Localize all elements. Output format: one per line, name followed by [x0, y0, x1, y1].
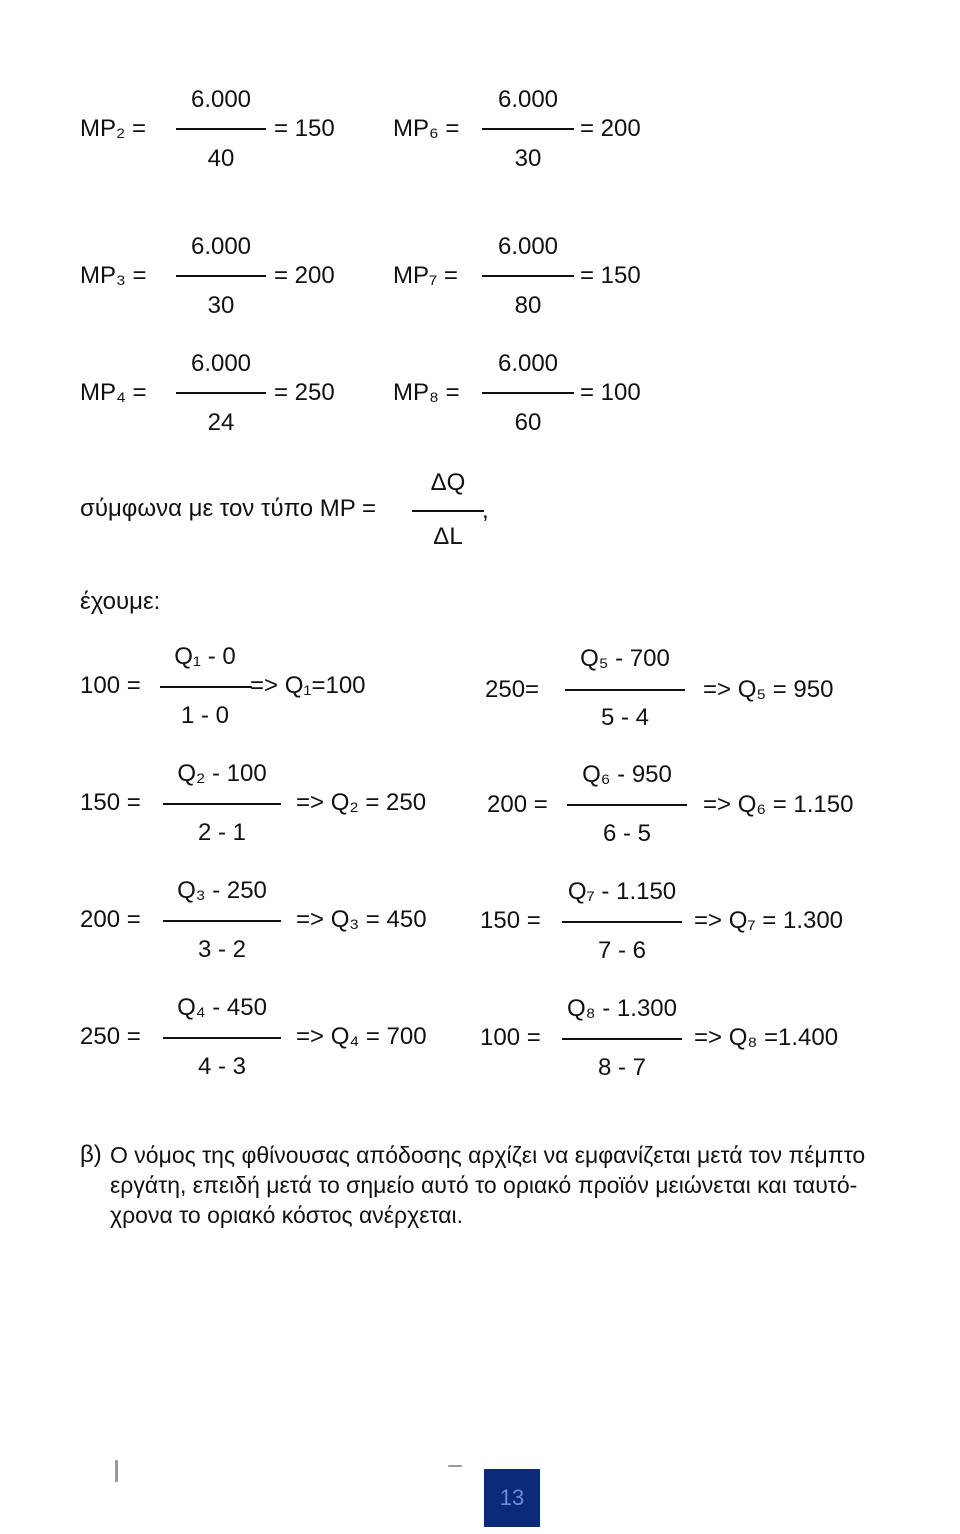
formula-numerator: ΔQ	[430, 469, 466, 496]
mp-numerator: 6.000	[497, 86, 559, 113]
mp-result: = 150	[580, 262, 641, 289]
mp-result: = 100	[580, 379, 641, 406]
equation-result: => Q₃ = 450	[296, 906, 427, 933]
mp-denominator: 30	[207, 292, 235, 319]
mp-denominator: 60	[514, 409, 542, 436]
fraction-bar	[176, 275, 266, 277]
equation-denominator: 2 - 1	[197, 819, 247, 846]
fraction-bar	[160, 686, 252, 688]
page-number: 13	[484, 1469, 540, 1527]
mp-numerator: 6.000	[497, 350, 559, 377]
equation-result: => Q₅ = 950	[703, 676, 834, 703]
scan-speck	[448, 1465, 462, 1467]
equation-result: => Q₄ = 700	[296, 1023, 427, 1050]
equation-numerator: Q₅ - 700	[580, 645, 670, 672]
mp-label: MP₆ =	[393, 115, 460, 142]
paragraph-label: β)	[80, 1141, 102, 1168]
mp-result: = 200	[580, 115, 641, 142]
equation-result: => Q₂ = 250	[296, 789, 427, 816]
paragraph-line: εργάτη, επειδή μετά το σημείο αυτό το οριακό προϊόν μειώνεται και ταυτό-	[110, 1172, 858, 1198]
mp-result: = 250	[274, 379, 335, 406]
equation-lhs: 100 =	[480, 1024, 541, 1051]
equation-numerator: Q₇ - 1.150	[567, 878, 677, 905]
mp-numerator: 6.000	[190, 86, 252, 113]
equation-lhs: 250=	[485, 676, 540, 703]
equation-denominator: 5 - 4	[600, 704, 650, 731]
formula-comma: ,	[482, 497, 489, 524]
paragraph-line: χρονα το οριακό κόστος ανέρχεται.	[110, 1202, 464, 1228]
equation-numerator: Q₈ - 1.300	[566, 995, 677, 1022]
formula-text: σύμφωνα με τον τύπο MP =	[80, 495, 377, 522]
equation-lhs: 200 =	[487, 791, 548, 818]
equation-result: => Q₁=100	[250, 672, 366, 699]
equation-numerator: Q₆ - 950	[582, 761, 672, 788]
equation-denominator: 8 - 7	[597, 1054, 647, 1081]
fraction-bar	[482, 392, 574, 394]
fraction-bar	[567, 804, 687, 806]
mp-numerator: 6.000	[190, 350, 252, 377]
answer-paragraph	[80, 1140, 960, 1240]
paragraph-line: Ο νόμος της φθίνουσας απόδοσης αρχίζει να εμφανίζεται μετά τον πέμπτο	[110, 1142, 866, 1168]
equation-result: => Q₆ = 1.150	[703, 791, 854, 818]
equation-result: => Q₈ =1.400	[694, 1024, 839, 1051]
fraction-bar	[176, 392, 266, 394]
fraction-bar	[163, 803, 281, 805]
fraction-bar	[163, 1037, 281, 1039]
mp-label: MP₈ =	[393, 379, 460, 406]
formula-denominator: ΔL	[433, 523, 463, 550]
mp-denominator: 40	[207, 145, 235, 172]
equation-lhs: 150 =	[80, 789, 141, 816]
mp-label: MP₂ =	[80, 115, 146, 142]
mp-denominator: 24	[207, 409, 235, 436]
fraction-bar	[176, 128, 266, 130]
mp-numerator: 6.000	[497, 233, 559, 260]
we-have-label: έχουμε:	[80, 588, 161, 615]
equation-denominator: 7 - 6	[597, 937, 647, 964]
mp-label: MP₄ =	[80, 379, 147, 406]
mp-label: MP₃ =	[80, 262, 147, 289]
equation-lhs: 100 =	[80, 672, 141, 699]
equation-numerator: Q₁ - 0	[174, 643, 236, 670]
equation-lhs: 150 =	[480, 907, 541, 934]
mp-numerator: 6.000	[190, 233, 252, 260]
equation-denominator: 6 - 5	[602, 820, 652, 847]
equation-denominator: 1 - 0	[180, 702, 230, 729]
scan-speck	[115, 1460, 118, 1482]
equation-denominator: 4 - 3	[197, 1053, 247, 1080]
fraction-bar	[562, 1038, 682, 1040]
mp-denominator: 30	[514, 145, 542, 172]
equation-numerator: Q₄ - 450	[177, 994, 267, 1021]
equation-numerator: Q₂ - 100	[177, 760, 267, 787]
equation-lhs: 250 =	[80, 1023, 141, 1050]
fraction-bar	[482, 128, 574, 130]
fraction-bar	[482, 275, 574, 277]
mp-denominator: 80	[514, 292, 542, 319]
fraction-bar	[412, 510, 484, 512]
equation-lhs: 200 =	[80, 906, 141, 933]
mp-result: = 200	[274, 262, 335, 289]
equation-denominator: 3 - 2	[197, 936, 247, 963]
equation-result: => Q₇ = 1.300	[694, 907, 844, 934]
fraction-bar	[562, 921, 682, 923]
fraction-bar	[565, 689, 685, 691]
fraction-bar	[163, 920, 281, 922]
mp-label: MP₇ =	[393, 262, 458, 289]
equation-numerator: Q₃ - 250	[177, 877, 267, 904]
mp-result: = 150	[274, 115, 335, 142]
